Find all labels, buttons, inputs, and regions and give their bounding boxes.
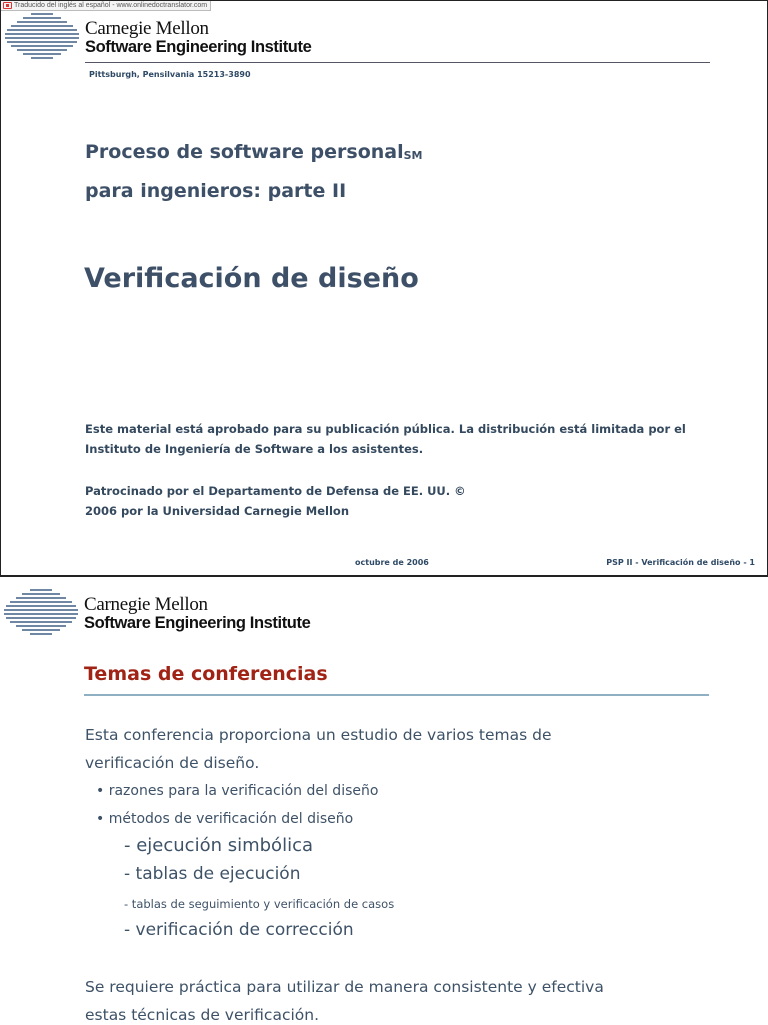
list-item: • métodos de verificación del diseño <box>96 811 354 827</box>
course-title-line2: para ingenieros: parte II <box>85 180 347 202</box>
translator-notice-text: Traducido del inglés al español - www.onlinedoctranslator.com <box>14 2 208 9</box>
slide-title: Temas de conferencias <box>84 663 328 685</box>
intro-line: Esta conferencia proporciona un estudio de varios temas de <box>85 726 552 744</box>
sei-logo-mark-icon <box>4 589 78 637</box>
cmu-sei-logo <box>5 13 345 61</box>
sub-list-item: - ejecución simbólica <box>124 835 313 856</box>
sub-list-item: - tablas de ejecución <box>124 864 301 884</box>
intro-line: verificación de diseño. <box>85 754 260 772</box>
course-title-line1 <box>85 141 423 163</box>
release-statement <box>85 419 686 459</box>
logo-sei: Software Engineering Institute <box>84 614 311 632</box>
closing-line: estas técnicas de verificación. <box>85 1006 320 1024</box>
slide-title: Verificación de diseño <box>84 263 419 294</box>
translator-notice[interactable] <box>1 1 211 11</box>
header-divider <box>85 62 710 63</box>
sub-list-item: - verificación de corrección <box>124 920 354 940</box>
sei-logo-mark-icon <box>5 13 79 61</box>
footer-date: octubre de 2006 <box>355 558 429 567</box>
cmu-sei-logo <box>4 589 344 637</box>
translator-icon <box>3 2 12 9</box>
title-divider <box>84 694 709 696</box>
topics-slide <box>0 576 768 1025</box>
sponsor-line: Patrocinado por el Departamento de Defensa de EE. UU. © <box>85 484 466 498</box>
release-line: Este material está aprobado para su publicación pública. La distribución está limitada por el <box>85 422 686 436</box>
course-title-text: Proceso de software personal <box>85 141 404 163</box>
address: Pittsburgh, Pensilvania 15213-3890 <box>89 70 251 79</box>
release-line: Instituto de Ingeniería de Software a los asistentes. <box>85 442 424 456</box>
sponsor-line: 2006 por la Universidad Carnegie Mellon <box>85 504 350 518</box>
service-mark: SM <box>403 149 423 162</box>
sub-list-item: - tablas de seguimiento y verificación de casos <box>124 897 395 911</box>
footer-page-number: PSP II - Verificación de diseño - 1 <box>606 558 755 567</box>
list-item: • razones para la verificación del diseño <box>96 783 379 799</box>
logo-carnegie-mellon: Carnegie Mellon <box>85 18 209 39</box>
logo-carnegie-mellon: Carnegie Mellon <box>84 594 208 615</box>
sponsor-statement <box>85 481 466 521</box>
closing-line: Se requiere práctica para utilizar de manera consistente y efectiva <box>85 978 604 996</box>
logo-sei: Software Engineering Institute <box>85 38 312 56</box>
